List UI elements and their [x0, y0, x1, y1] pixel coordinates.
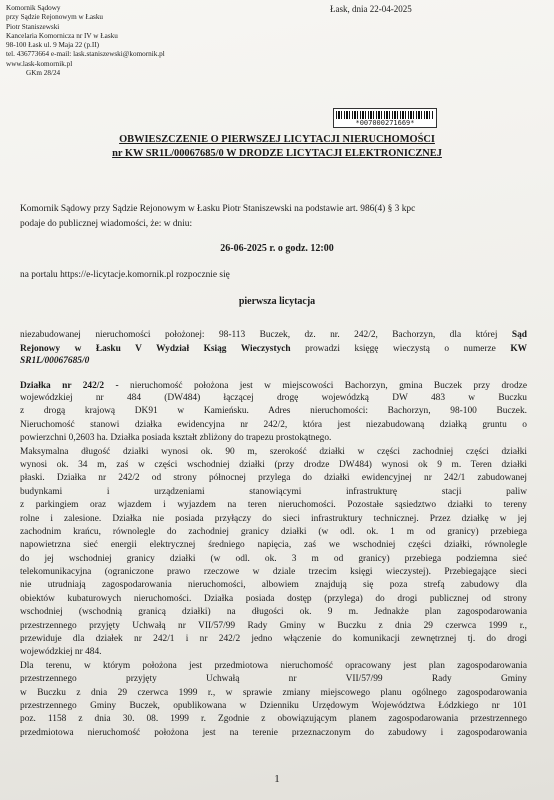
description-line: wojewódzkiej nr 484 (DW484) łączącej drogę wojewódzką DW 483 w Buczku — [20, 393, 527, 403]
auction-type: pierwsza licytacja — [238, 296, 316, 307]
description-line: Nieruchomość stanowi działka ewidencyjna nr 242/2, która jest niezabudowaną działką gruntu o — [20, 419, 527, 430]
description-line: telekomunikacyjna (ograniczone prawo rzeczowe w dziale trzecim księgi wieczystej). Przebiegające sieci — [20, 567, 527, 578]
description-line: przestrzennego przyjęty Uchwałą nr VII/57/99 Rady Gminy w Buczku z dnia 29 czerwca 1999 r., — [20, 620, 527, 631]
document-date: Łask, dnia 22-04-2025 — [330, 4, 412, 14]
description-line: płaski. Działka nr 242/2 od strony północnej przylega do działki ewidencyjnej nr 242/1 zabudowanej — [20, 473, 527, 484]
description-line: zachodnim krańcu, równolegle do zachodniej granicy działki (w odl. ok. 1 m od granicy) przebiega — [20, 526, 527, 537]
parcel-label: Działka nr 242/2 - — [20, 381, 119, 391]
letterhead-line: www.lask-komornik.pl — [6, 59, 73, 68]
description-line: Maksymalna długość działki wynosi ok. 90 m, szerokość działki w części zachodniej części działki — [20, 446, 527, 457]
description-line: budynkami i urządzeniami stanowiącymi infrastrukturę stacji paliw — [20, 486, 527, 497]
barcode — [333, 108, 437, 128]
description-line: Działka nr 242/2 - nieruchomość położona jest w miejscowości Bachorzyn, gmina Buczek przy drodze — [20, 381, 527, 391]
property-line — [20, 343, 527, 355]
letterhead-line: Komornik Sądowy — [6, 4, 61, 12]
letterhead-line: tel. 436773664 e-mail: lask.staniszewski@komornik.pl — [6, 50, 165, 59]
description-line: z parkingiem oraz wjazdem i wyjazdem na teren nieruchomości. Pozostałe sąsiedztwo działki to tereny — [20, 500, 527, 511]
description-line: powierzchni 0,2603 ha. Działka posiada kształt zbliżony do trapezu prostokątnego. — [20, 433, 332, 444]
property-text: niezabudowanej nieruchomości położonej: 98-113 Buczek, dz. nr. 242/2, Bachorzyn, dla której — [20, 330, 498, 340]
description-line: przedmiotowa nieruchomość położona jest na terenie przeznaczonym do zabudowy i zagospodarowania — [20, 727, 527, 738]
description-line: nie utrudniają zagospodarowania nieruchomości, albowiem znajdują się poza strefą zabudowy dla — [20, 580, 527, 591]
letterhead-line: Piotr Staniszewski — [6, 22, 60, 31]
property-line — [20, 329, 527, 341]
description-body — [20, 392, 527, 740]
letterhead-line: 98-100 Łask ul. 9 Maja 22 (p.II) — [6, 41, 100, 50]
property-text: prowadzi księgę wieczystą o numerze — [305, 344, 496, 354]
description-line: wojewódzkiej nr 484. — [20, 647, 102, 658]
kw-label: KW — [510, 344, 528, 354]
letterhead-line: przy Sądzie Rejonowym w Łasku — [6, 13, 104, 22]
case-number: GKm 28/24 — [26, 69, 61, 78]
description-line: poz. 1158 z dnia 30. 08. 1999 r. Zgodnie z obowiązującym planem zagospodarowania przestrzennego — [20, 714, 527, 725]
description-line: w Buczku z dnia 29 czerwca 1999 r., w sprawie zmiany miejscowego planu ogólnego zagospodarowania — [20, 687, 527, 698]
description-line: wschodniej (wschodnią granicą działki) na długości ok. 9 m. Jednakże plan zagospodarowania — [20, 607, 527, 618]
description-line: wynosi ok. 34 m, zaś w części wschodniej działki (przy drodze DW484) wynosi ok 9 m. Teren działki — [20, 459, 527, 470]
auction-datetime: 26-06-2025 r. o godz. 12:00 — [220, 243, 334, 254]
kw-number: SR1L/00067685/0 — [20, 356, 90, 366]
court-name: Rejonowy w Łasku V Wydział Ksiąg Wieczystych — [20, 344, 291, 354]
bailiff-letterhead — [6, 4, 165, 78]
barcode-bars — [336, 111, 434, 119]
document-title: OBWIESZCZENIE O PIERWSZEJ LICYTACJI NIERUCHOMOŚCI — [119, 134, 435, 145]
document-subtitle: nr KW SR1L/00067685/0 W DRODZE LICYTACJI ELEKTRONICZNEJ — [112, 148, 442, 159]
description-line: przestrzennego przyjęty Uchwałą nr VII/57/99 Rady Gminy — [20, 674, 527, 685]
barcode-number: *007000271669* — [355, 119, 415, 127]
description-line: Dla terenu, w którym położona jest przedmiotowa nieruchomość opracowany jest plan zagospodarowania — [20, 660, 527, 671]
intro-line: Komornik Sądowy przy Sądzie Rejonowym w Łasku Piotr Staniszewski na podstawie art. 986(4) § 3 kpc — [20, 204, 416, 214]
court-name: Sąd — [511, 330, 527, 340]
intro-line: podaje do publicznej wiadomości, że: w dniu: — [20, 219, 193, 229]
description-line: z drogą krajową DK91 w Kamieńsku. Adres nieruchomości: Bachorzyn, 98-100 Buczek. — [20, 406, 527, 417]
description-line: rolne i zalesione. Działka nie posiada przyłączy do sieci infrastruktury technicznej. Przez działkę w jej — [20, 513, 527, 524]
description-line: do jej wschodniej granicy działki (w odl. ok. 3 m od granicy) przebiega podziemna sieć — [20, 553, 527, 564]
portal-line: na portalu https://e-licytacje.komornik.pl rozpocznie się — [20, 270, 230, 280]
description-line: przewiduje dla działek nr 242/1 i nr 242/2 jedno włączenie do komunikacji zewnętrznej tj. do drogi — [20, 634, 527, 645]
description-line: obiektów kubaturowych nieruchomości. Działka posiada dostęp (przylega) do drogi publicznej od strony — [20, 593, 527, 604]
page-number: 1 — [274, 773, 280, 785]
letterhead-line: Kancelaria Komornicza nr IV w Łasku — [6, 31, 118, 40]
description-line: napowietrzna sieć energii elektrycznej średniego napięcia, zaś we wschodniej części działki, równolegle — [20, 540, 527, 551]
description-line: przestrzennego Gminy Buczek, opublikowana w Dzienniku Urzędowym Województwa Łódzkiego nr 101 — [20, 700, 527, 711]
